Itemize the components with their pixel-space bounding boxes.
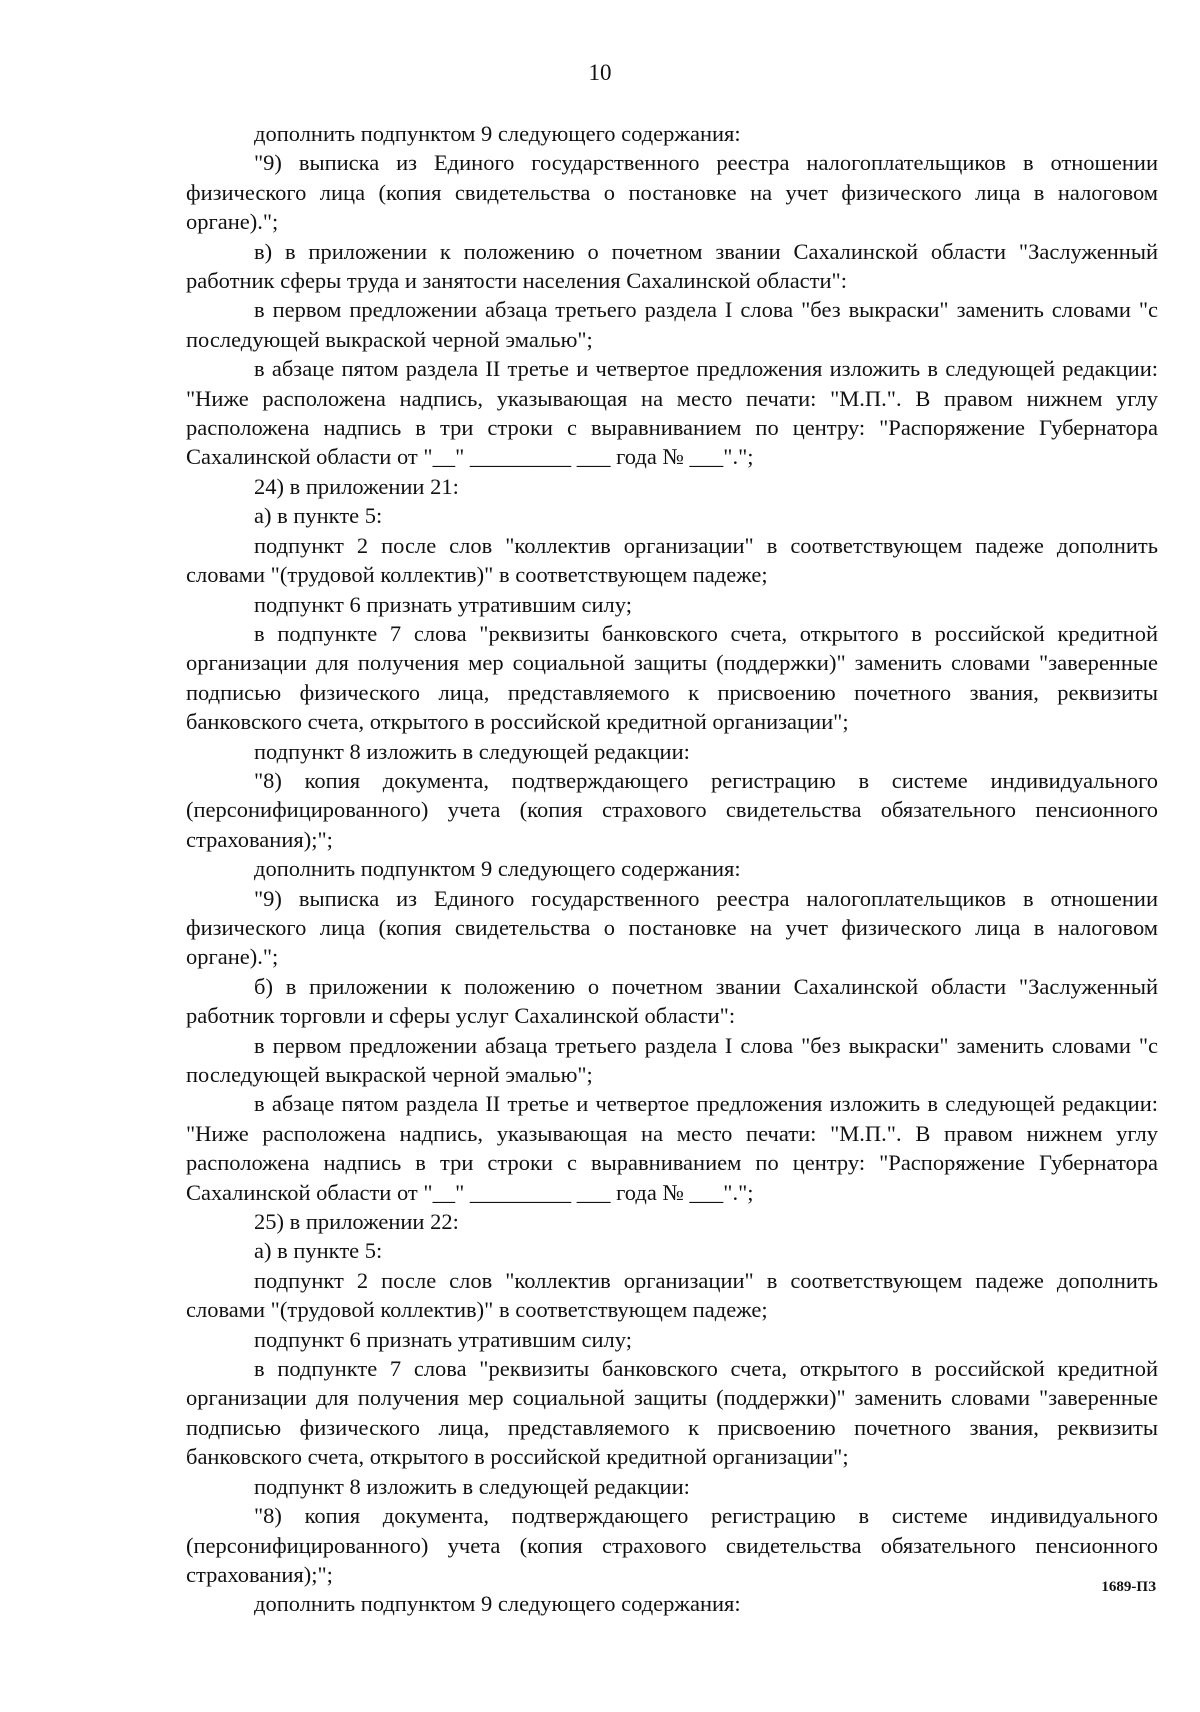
paragraph: "8) копия документа, подтверждающего регистрацию в системе индивидуального (персонифицированного) учета (копия страхового свидетельства обязательного пенсионного страхования);"; [186, 1503, 1158, 1587]
paragraph: в) в приложении к положению о почетном звании Сахалинской области "Заслуженный работник сферы труда и занятости населения Сахалинской области": [186, 238, 1158, 294]
paragraph: "8) копия документа, подтверждающего регистрацию в системе индивидуального (персонифицированного) учета (копия страхового свидетельства обязательного пенсионного страхования);"; [186, 767, 1158, 852]
document-code: 1689-ПЗ [1101, 1579, 1156, 1595]
paragraph: подпункт 8 изложить в следующей редакции: [254, 1473, 690, 1499]
paragraph: 24) в приложении 21: [254, 473, 459, 499]
paragraph: в абзаце пятом раздела II третье и четвертое предложения изложить в следующей редакции: "Ниже расположена надпись, указывающая на место печати: "М.П.". В правом нижнем углу расположена надпись в три строки с выравниванием по центру: "Распоряжение Губернатора Сахалинской области от "__" _________ ___ года № ___"."; [186, 356, 1158, 470]
paragraph: подпункт 6 признать утратившим силу; [254, 591, 632, 617]
paragraph: в подпункте 7 слова "реквизиты банковского счета, открытого в российской кредитной организации для получения мер социальной защиты (поддержки)" заменить словами "заверенные подписью физического лица, представляемого к присвоению почетного звания, реквизиты банковского счета, открытого в российской кредитной организации"; [186, 620, 1158, 735]
paragraph: б) в приложении к положению о почетном звании Сахалинской области "Заслуженный работник торговли и сферы услуг Сахалинской области": [186, 973, 1158, 1029]
paragraph: дополнить подпунктом 9 следующего содержания: [254, 1591, 741, 1617]
paragraph: в абзаце пятом раздела II третье и четвертое предложения изложить в следующей редакции: "Ниже расположена надпись, указывающая на место печати: "М.П.". В правом нижнем углу расположена надпись в три строки с выравниванием по центру: "Распоряжение Губернатора Сахалинской области от "__" _________ ___ года № ___"."; [186, 1091, 1158, 1205]
page-number: 10 [588, 60, 612, 85]
paragraph: подпункт 8 изложить в следующей редакции: [254, 738, 690, 764]
paragraph: дополнить подпунктом 9 следующего содержания: [254, 856, 741, 882]
paragraph: в подпункте 7 слова "реквизиты банковского счета, открытого в российской кредитной организации для получения мер социальной защиты (поддержки)" заменить словами "заверенные подписью физического лица, представляемого к присвоению почетного звания, реквизиты банковского счета, открытого в российской кредитной организации"; [186, 1356, 1158, 1470]
paragraph: "9) выписка из Единого государственного реестра налогоплательщиков в отношении физического лица (копия свидетельства о постановке на учет физического лица в налоговом органе)."; [186, 885, 1158, 970]
paragraph: "9) выписка из Единого государственного реестра налогоплательщиков в отношении физического лица (копия свидетельства о постановке на учет физического лица в налоговом органе)."; [186, 150, 1158, 235]
document-body [186, 119, 1158, 1619]
paragraph: а) в пункте 5: [254, 1238, 383, 1264]
paragraph: дополнить подпунктом 9 следующего содержания: [254, 121, 741, 146]
paragraph: подпункт 6 признать утратившим силу; [254, 1326, 632, 1352]
paragraph: подпункт 2 после слов "коллектив организации" в соответствующем падеже дополнить словами "(трудовой коллектив)" в соответствующем падеже; [186, 1267, 1158, 1323]
paragraph: в первом предложении абзаца третьего раздела I слова "без выкраски" заменить словами "с последующей выкраской черной эмалью"; [186, 1032, 1158, 1087]
paragraph: а) в пункте 5: [254, 503, 383, 529]
paragraph: 25) в приложении 22: [254, 1209, 459, 1235]
paragraph: в первом предложении абзаца третьего раздела I слова "без выкраски" заменить словами "с последующей выкраской черной эмалью"; [186, 297, 1158, 352]
paragraph: подпункт 2 после слов "коллектив организации" в соответствующем падеже дополнить словами "(трудовой коллектив)" в соответствующем падеже; [186, 532, 1158, 588]
